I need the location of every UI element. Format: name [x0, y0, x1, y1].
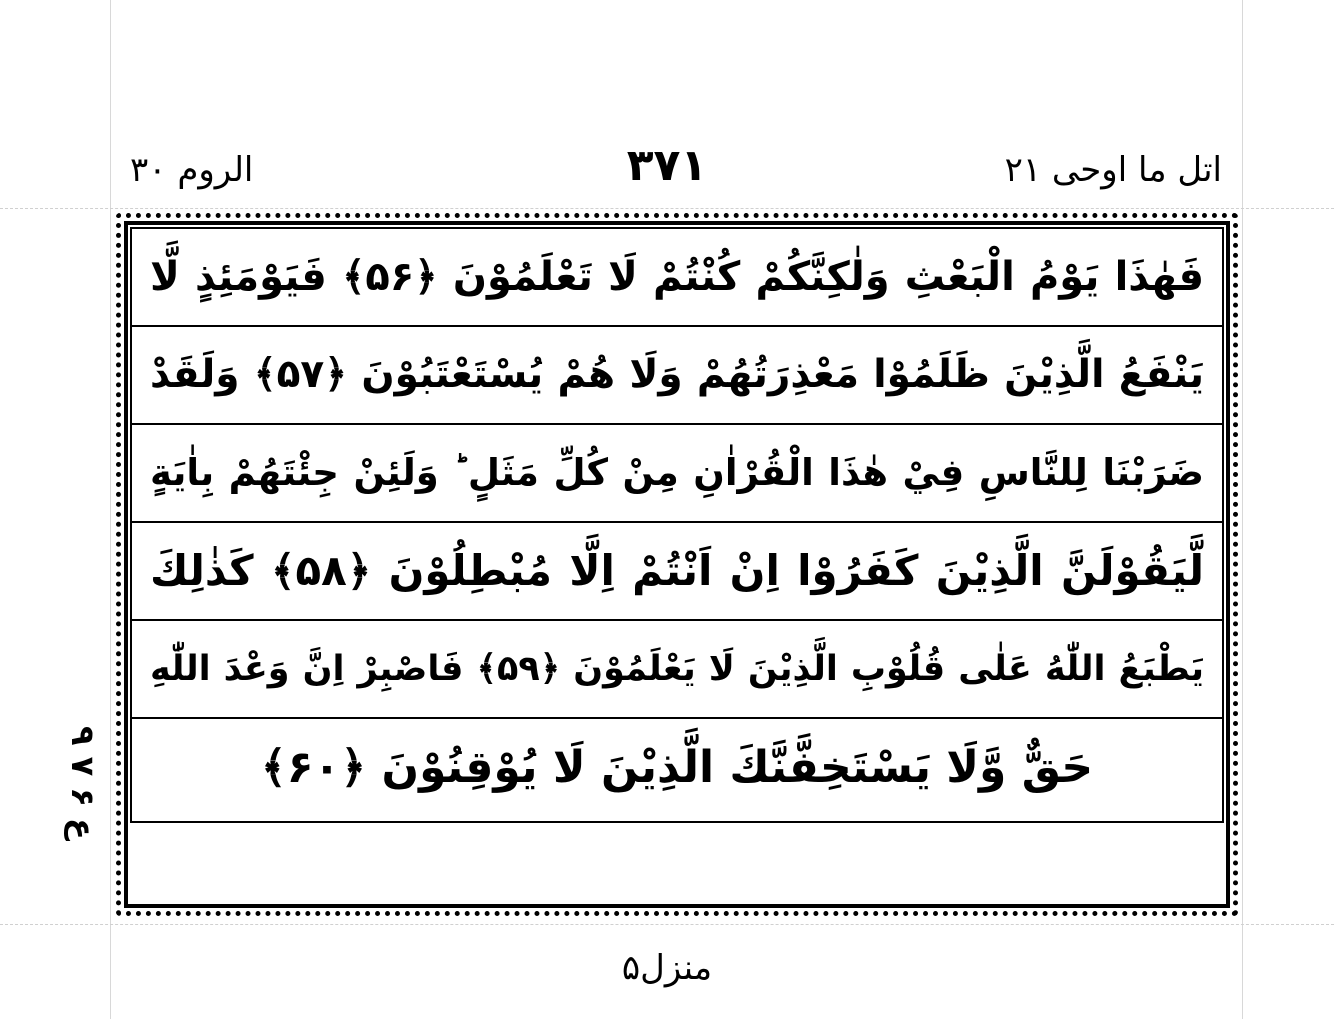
verse-line-text: لَّيَقُوْلَنَّ الَّذِيْنَ كَفَرُوْا اِنْ اَنْتُمْ اِلَّا مُبْطِلُوْنَ ﴿۵۸﴾ كَذٰلِكَ — [150, 546, 1204, 595]
juz-title: اتل ما اوحی ۲۱ — [1004, 150, 1222, 190]
verse-line — [132, 425, 1222, 523]
ruku-marker: ع ۶ ۷ ۹ — [64, 726, 102, 840]
page-number: ۳۷۱ — [626, 140, 708, 191]
verse-line-text: حَقٌّ وَّلَا يَسْتَخِفَّنَّكَ الَّذِيْنَ لَا يُوْقِنُوْنَ ﴿۶۰﴾ — [260, 742, 1094, 793]
margin-guide-bottom — [0, 924, 1334, 925]
verse-line — [132, 621, 1222, 719]
manzil-footer: منزل۵ — [621, 948, 713, 988]
verse-line-text: يَنْفَعُ الَّذِيْنَ ظَلَمُوْا مَعْذِرَتُهُمْ وَلَا هُمْ يُسْتَعْتَبُوْنَ ﴿۵۷﴾ وَلَقَدْ — [150, 352, 1204, 397]
verse-line — [132, 229, 1222, 327]
verse-line-text: ضَرَبْنَا لِلنَّاسِ فِيْ هٰذَا الْقُرْاٰنِ مِنْ كُلِّ مَثَلٍ ؕ وَلَئِنْ جِئْتَهُمْ بِاٰيَةٍ — [150, 451, 1204, 494]
verse-line-text: فَهٰذَا يَوْمُ الْبَعْثِ وَلٰكِنَّكُمْ كُنْتُمْ لَا تَعْلَمُوْنَ ﴿۵۶﴾ فَيَوْمَئِذٍ لَّا — [150, 254, 1205, 300]
verse-text-box — [130, 227, 1224, 823]
blank-area — [130, 823, 1224, 906]
margin-guide-top — [0, 208, 1334, 209]
verse-line — [132, 719, 1222, 817]
verse-line — [132, 523, 1222, 621]
verse-line-text: يَطْبَعُ اللّٰهُ عَلٰى قُلُوْبِ الَّذِيْنَ لَا يَعْلَمُوْنَ ﴿۵۹﴾ فَاصْبِرْ اِنَّ وَعْدَ اللّٰهِ — [150, 649, 1204, 689]
verse-line — [132, 327, 1222, 425]
surah-title: الروم ۳۰ — [130, 150, 254, 190]
